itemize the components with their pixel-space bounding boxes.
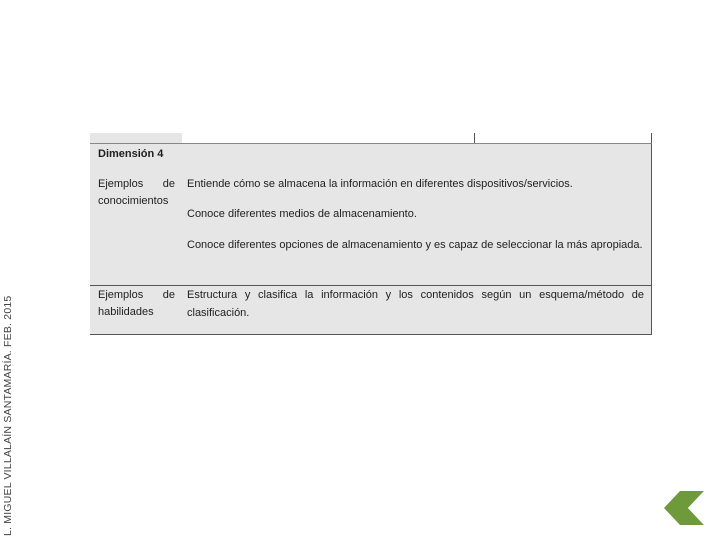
list-item: Estructura y clasifica la información y los contenidos según un esquema/método de clasificación. xyxy=(187,289,644,319)
row-label-conocimientos xyxy=(98,176,175,210)
list-item: Conoce diferentes medios de almacenamiento. xyxy=(187,208,417,220)
table-top-stub xyxy=(90,133,182,143)
list-item: Entiende cómo se almacena la información en diferentes dispositivos/servicios. xyxy=(187,178,573,190)
chevron-left-icon xyxy=(660,489,706,527)
row-label-word: Ejemplos xyxy=(98,178,144,190)
row-label-word: conocimientos xyxy=(98,195,169,207)
table-top-divider xyxy=(474,133,475,143)
side-credit xyxy=(0,0,20,540)
row-label-word: de xyxy=(162,289,175,301)
list-item: Conoce diferentes opciones de almacenamiento y es capaz de seleccionar la más apropiada. xyxy=(187,239,643,251)
back-button[interactable] xyxy=(660,489,706,527)
dimension-table xyxy=(90,133,652,335)
row-label-habilidades xyxy=(98,287,175,321)
side-credit-text: L. MIGUEL VILLALAÍN SANTAMARÍA. FEB. 2015 xyxy=(2,295,14,536)
row-label-word: de xyxy=(162,178,175,190)
row-label-word: Ejemplos xyxy=(98,289,144,301)
dimension-title: Dimensión 4 xyxy=(98,148,164,160)
row-label-word: habilidades xyxy=(98,306,154,318)
dimension-panel xyxy=(90,143,652,335)
table-top-edge xyxy=(651,133,652,143)
